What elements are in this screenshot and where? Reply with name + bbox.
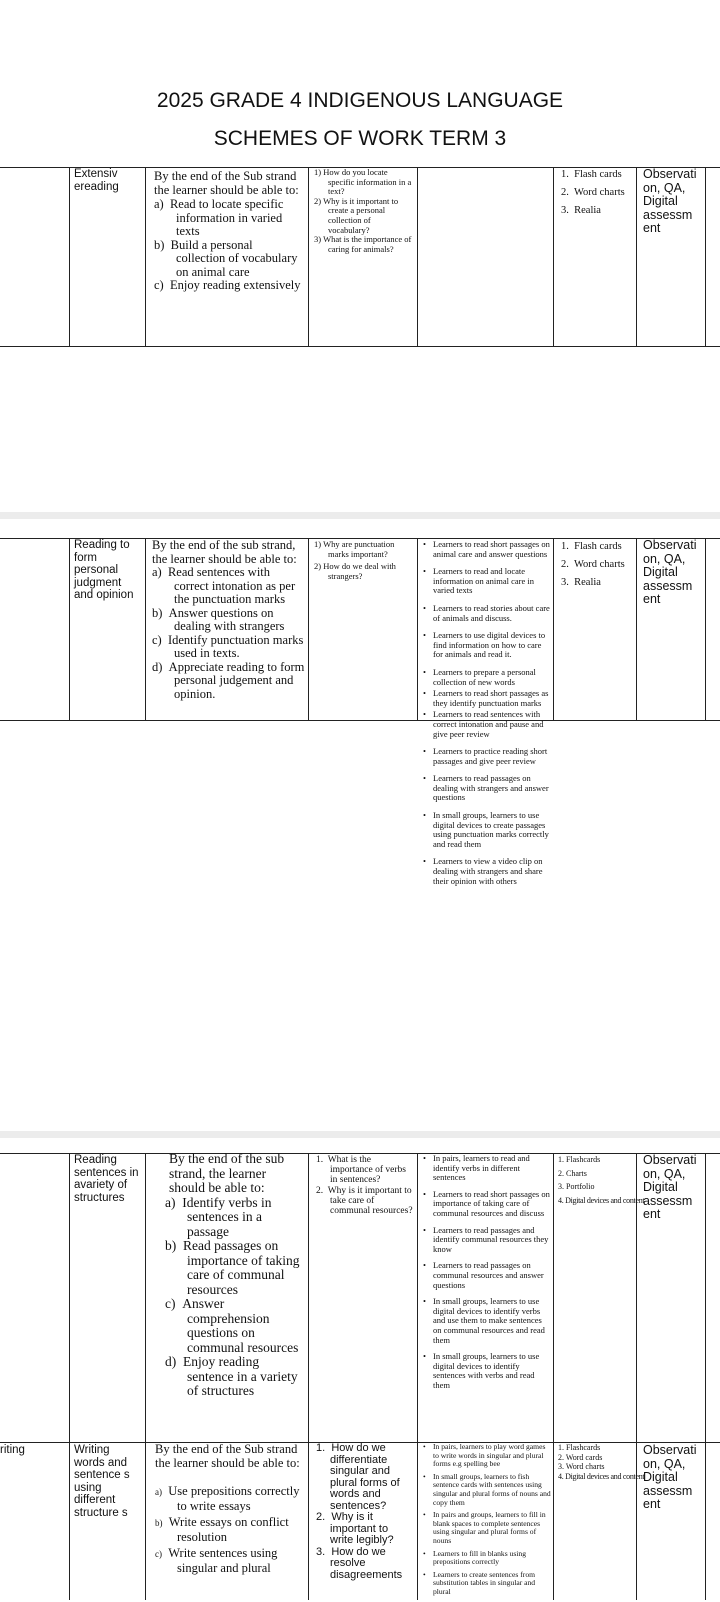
list-item: • Learners to create sentences from substitution tables in singular and plural xyxy=(423,1571,551,1597)
list-item: • In pairs, learners to play word games to write words in singular and plural forms e.g spelling bee xyxy=(423,1443,551,1469)
list-item: 4. Digital devices and content xyxy=(558,1195,645,1205)
page-1 xyxy=(0,0,720,512)
experiences-list xyxy=(423,540,551,886)
assessment-cell: Observati on, QA, Digital assessm ent xyxy=(643,1153,697,1221)
table-rule xyxy=(705,538,706,721)
table-rule xyxy=(145,538,146,721)
experiences-cell xyxy=(423,1154,551,1395)
outcomes-cell xyxy=(165,1151,305,1399)
page-gap xyxy=(0,512,720,519)
outcomes-cell xyxy=(154,170,304,293)
list-item: b) Build a personal collection of vocabulary on animal care xyxy=(154,237,298,279)
table-rule xyxy=(636,1153,637,1600)
list-item: 1. Flash cards xyxy=(561,169,622,180)
table-rule xyxy=(417,538,418,721)
list-item: • Learners to read stories about care of animals and discuss. xyxy=(423,604,551,623)
substrand-cell: Reading to form personal judgment and opinion xyxy=(74,539,134,601)
list-item: 1. How do we differentiate singular and plural forms of words and sentences? xyxy=(316,1442,400,1512)
list-item: • Learners to read passages and identify communal resources they know xyxy=(423,1226,551,1255)
strand-cell: riting xyxy=(0,1444,25,1456)
table-rule xyxy=(69,1153,70,1600)
resources-cell xyxy=(561,540,635,589)
outcomes-list xyxy=(152,566,306,701)
resources-cell xyxy=(558,1443,645,1481)
page-3 xyxy=(0,1138,720,1600)
table-rule xyxy=(553,167,554,347)
list-item: 1) Why are punctuation marks important? xyxy=(314,539,395,559)
list-item: a) Identify verbs in sentences in a passage xyxy=(165,1194,272,1239)
table-rule xyxy=(0,720,720,721)
list-item: • Learners to read short passages as they identify punctuation marks xyxy=(423,689,551,708)
questions-list xyxy=(316,1155,414,1216)
list-item: c) Enjoy reading extensively xyxy=(154,278,301,292)
table-rule xyxy=(417,167,418,347)
table-rule xyxy=(69,538,70,721)
list-item: • Learners to practice reading short passages and give peer review xyxy=(423,747,551,766)
outcomes-intro: By the end of the sub strand, the learner should be able to: xyxy=(152,538,297,566)
substrand-cell: Writing words and sentence s using different structure s xyxy=(74,1444,130,1519)
table-rule xyxy=(705,1153,706,1600)
questions-list xyxy=(314,540,414,581)
outcomes-intro: By the end of the Sub strand the learner should be able to: xyxy=(154,169,299,197)
resources-cell xyxy=(561,168,635,217)
outcomes-cell xyxy=(155,1443,305,1575)
table-rule xyxy=(636,538,637,721)
assessment-cell: Observati on, QA, Digital assessm ent xyxy=(643,1443,697,1511)
list-item: 3. Realia xyxy=(561,577,601,588)
list-item: • Learners to fill in blanks using prepositions correctly xyxy=(423,1550,551,1567)
outcomes-list xyxy=(165,1196,305,1399)
questions-cell xyxy=(316,1443,414,1581)
questions-list xyxy=(314,168,414,254)
document-subtitle: SCHEMES OF WORK TERM 3 xyxy=(213,127,507,150)
page-gap xyxy=(0,1131,720,1138)
list-item: 2. Charts xyxy=(558,1168,587,1178)
table-rule xyxy=(308,167,309,347)
table-rule xyxy=(308,1153,309,1600)
list-item: c) Answer comprehension questions on communal resources xyxy=(165,1296,299,1355)
outcomes-intro: By the end of the Sub strand the learner should be able to: xyxy=(155,1442,300,1470)
list-item: • Learners to read and locate information on animal care in varied texts xyxy=(423,567,551,596)
list-item: 1) How do you locate specific information in a text? xyxy=(314,167,412,197)
list-item: • Learners to prepare a personal collection of new words xyxy=(423,668,551,687)
list-item: 3) What is the importance of caring for animals? xyxy=(314,234,412,254)
list-item: 4. Digital devices and content xyxy=(558,1471,645,1481)
list-item: d) Appreciate reading to form personal judgement and opinion. xyxy=(152,659,305,701)
experiences-list xyxy=(423,1154,551,1390)
questions-list xyxy=(316,1443,414,1581)
list-item: 2. Word cards xyxy=(558,1452,603,1462)
list-item: 2) How do we deal with strangers? xyxy=(314,561,396,581)
table-rule xyxy=(145,1153,146,1600)
table-rule xyxy=(553,538,554,721)
list-item: • In pairs and groups, learners to fill in blank spaces to complete sentences using singular and plural forms of nouns xyxy=(423,1511,551,1545)
list-item: • Learners to view a video clip on dealing with strangers and share their opinion with others xyxy=(423,857,551,886)
list-item: 2. Word charts xyxy=(561,559,625,570)
table-rule xyxy=(0,346,720,347)
list-item: a) Read to locate specific information in varied texts xyxy=(154,197,284,238)
list-item: 1. Flash cards xyxy=(561,541,622,552)
questions-cell xyxy=(316,1155,414,1216)
list-item: • In pairs, learners to read and identify verbs in different sentences xyxy=(423,1154,551,1183)
table-rule xyxy=(308,538,309,721)
list-item: • Learners to read passages on dealing with strangers and answer questions xyxy=(423,774,551,803)
list-item: • Learners to read passages on communal resources and answer questions xyxy=(423,1261,551,1290)
list-item: • Learners to read sentences with correct intonation and pause and give peer review xyxy=(423,710,551,739)
list-item: • Learners to read short passages on animal care and answer questions xyxy=(423,540,551,559)
list-item: • Learners to read short passages on importance of taking care of communal resources and discuss xyxy=(423,1190,551,1219)
list-item: 3. Portfolio xyxy=(558,1182,595,1191)
list-item: 2. Why is it important to take care of communal resources? xyxy=(316,1185,413,1217)
outcomes-intro: By the end of the sub strand, the learner should be able to: xyxy=(169,1151,285,1195)
experiences-list xyxy=(423,1443,551,1597)
table-rule xyxy=(705,167,706,347)
resources-cell xyxy=(558,1155,645,1206)
list-item: d) Enjoy reading sentence in a variety of structures xyxy=(165,1354,298,1398)
list-item: b) Read passages on importance of taking care of communal resources xyxy=(165,1238,300,1297)
list-item: a) Read sentences with correct intonation as per the punctuation marks xyxy=(152,565,296,606)
list-item: • In small groups, learners to use digital devices to identify sentences with verbs and read them xyxy=(423,1352,551,1390)
table-rule xyxy=(145,167,146,347)
outcomes-cell xyxy=(152,539,306,701)
list-item: c) Identify punctuation marks used in texts. xyxy=(152,632,304,660)
list-item: 1. Flashcards xyxy=(558,1155,601,1164)
list-item: 2) Why is it important to create a personal collection of vocabulary? xyxy=(314,195,399,235)
list-item: • In small groups, learners to fish sentence cards with sentences using singular and plural forms of nouns and copy them xyxy=(423,1473,551,1507)
list-item: 2. Why is it important to write legibly? xyxy=(316,1511,394,1546)
questions-cell xyxy=(314,540,414,581)
page-2 xyxy=(0,519,720,1131)
substrand-cell: Extensiv ereading xyxy=(74,168,119,193)
table-rule xyxy=(636,167,637,347)
list-item: • In small groups, learners to use digital devices to create passages using punctuation marks correctly and read them xyxy=(423,811,551,849)
list-item: 1. Flashcards xyxy=(558,1443,601,1452)
list-item: 2. Word charts xyxy=(561,187,625,198)
list-item: 3. Word charts xyxy=(558,1462,605,1472)
substrand-cell: Reading sentences in avariety of structures xyxy=(74,1154,139,1204)
assessment-cell: Observati on, QA, Digital assessm ent xyxy=(643,167,697,235)
questions-cell xyxy=(314,168,414,254)
table-rule xyxy=(69,167,70,347)
list-item: 1. What is the importance of verbs in sentences? xyxy=(316,1155,406,1186)
list-item: • Learners to use digital devices to find information on how to care for animals and read it. xyxy=(423,631,551,660)
list-item: • In small groups, learners to use digital devices to identify verbs and use them to make sentences on communal resources and read them xyxy=(423,1297,551,1345)
outcomes-list xyxy=(155,1485,305,1575)
list-item: 3. How do we resolve disagreements xyxy=(316,1545,403,1581)
list-item: c) Write sentences using singular and plural xyxy=(155,1546,278,1575)
table-rule xyxy=(553,1153,554,1600)
list-item: 3. Realia xyxy=(561,205,601,216)
assessment-cell: Observati on, QA, Digital assessm ent xyxy=(643,538,697,606)
document-title: 2025 GRADE 4 INDIGENOUS LANGUAGE xyxy=(156,89,564,112)
outcomes-list xyxy=(154,198,304,293)
list-item: b) Answer questions on dealing with strangers xyxy=(152,605,285,633)
table-rule xyxy=(417,1153,418,1600)
list-item: a) Use prepositions correctly to write essays xyxy=(155,1484,300,1513)
experiences-cell xyxy=(423,1443,551,1602)
experiences-cell xyxy=(423,540,551,891)
list-item: b) Write essays on conflict resolution xyxy=(155,1515,289,1544)
